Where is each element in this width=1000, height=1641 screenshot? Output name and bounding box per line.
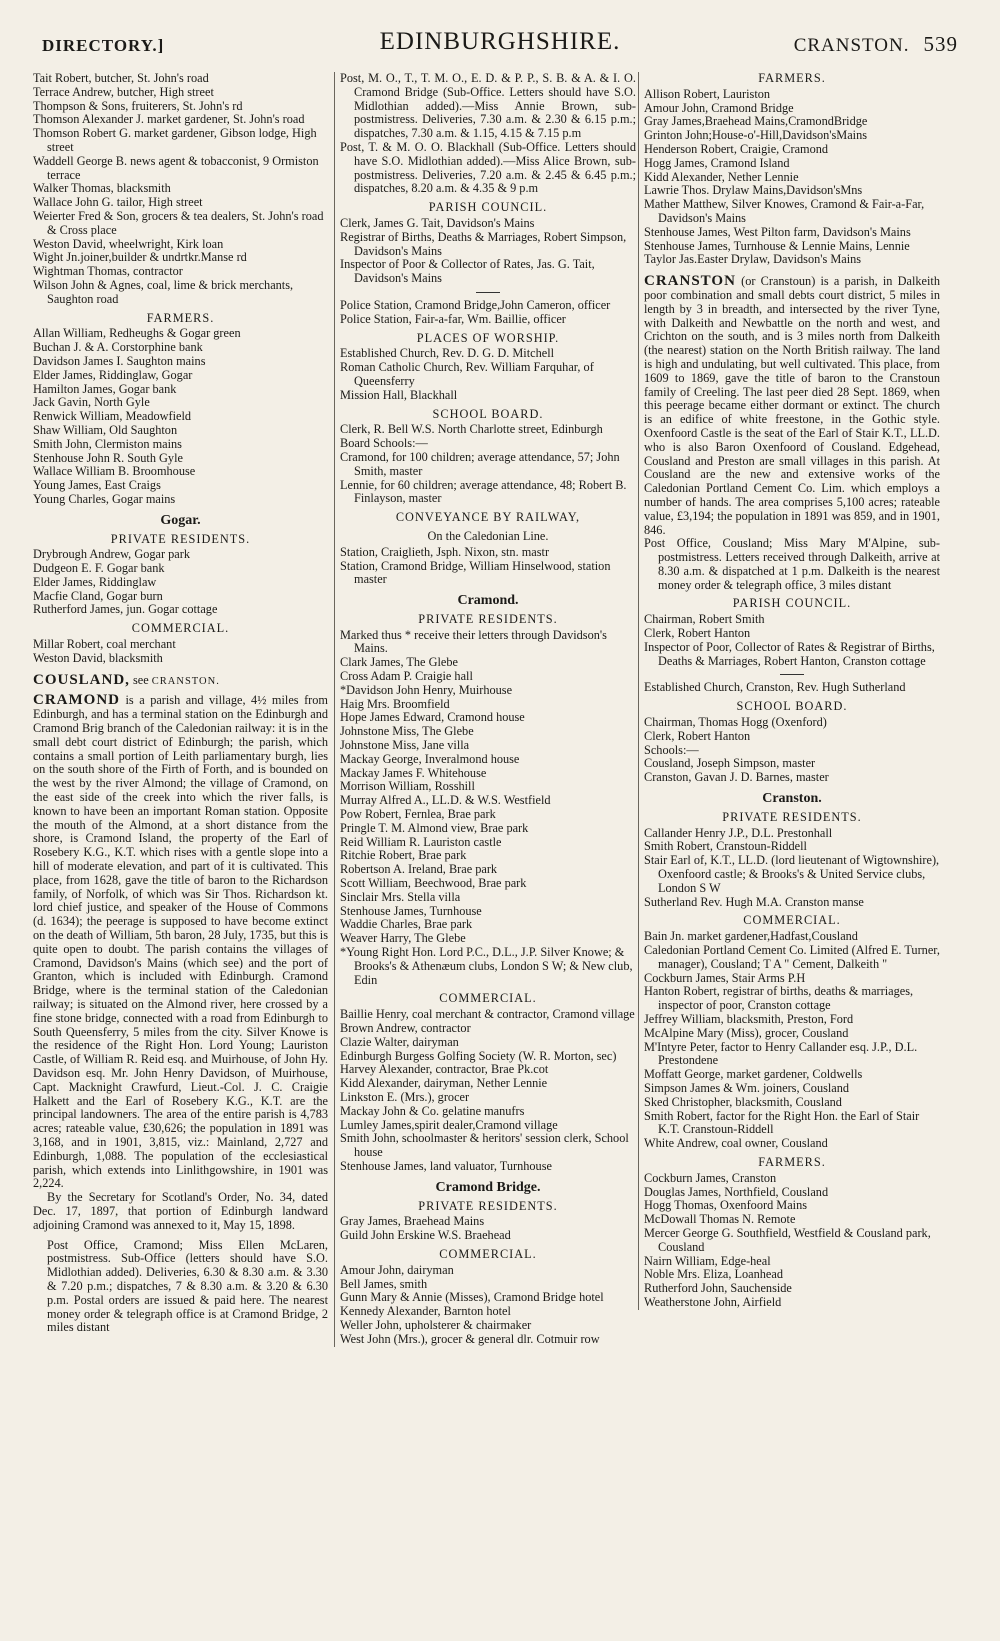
directory-entry: Gunn Mary & Annie (Misses), Cramond Bridge hotel <box>340 1290 604 1305</box>
directory-entry: Sked Christopher, blacksmith, Cousland <box>644 1094 842 1109</box>
directory-entry: Hogg James, Cramond Island <box>644 155 790 170</box>
directory-entry: Weston David, blacksmith <box>33 650 163 665</box>
directory-entry: Bain Jn. market gardener,Hadfast,Cousland <box>644 929 858 944</box>
directory-entry: Established Church, Rev. D. G. D. Mitchell <box>340 346 555 361</box>
cramond-post-office: Post Office, Cramond; Miss Ellen McLaren, postmistress. Sub-Office (letters should have S.O. Midlothian added). Deliveries, 6.30 & 8.30 a.m. & 3.30 & 7.20 p.m.; dispatches, 7 & 8.30 a.m. & 3.20 & 6.30 p.m. Postal orders are issued & paid here. The nearest money order & telegraph office is at Cramond Bridge, 2 miles distant <box>47 1237 328 1335</box>
directory-entry: Noble Mrs. Eliza, Loanhead <box>644 1267 783 1282</box>
directory-entry: Mather Matthew, Silver Knowes, Cramond & Fair-a-Far, Davidson's Mains <box>644 197 925 225</box>
directory-entry: Jack Gavin, North Gyle <box>33 395 150 410</box>
cranston-text: (or Cranstoun) is a parish, in Dalkeith poor combination and small debts court district, 5 miles in length by 3 in breadth, and intersected by the river Tyne, with Dalkeith and Newbattle on the north and west, and Crichton on the south, and is 3 miles north from Dalkeith (the nearest) station on the North British railway. The land is high and undulating, but well cultivated. This place, from 1609 to 1869, gave the title of baron to the Cranstoun family of Creeling. The last peer died 28 Sept. 1869, when this peerage became either dormant or extinct. The church is an edifice of white freestone, in the Gothic style. Oxenfoord Castle is the seat of the Earl of Stair K.T., LL.D. who is also Baron Oxenfoord of Cousland. Edgehead, Cousland and Preston are small villages in this parish. At Cousland are the new and extensive works of the Caledonian Portland Cement Co. Lim. which employs a number of hands. The area comprises 5,100 acres; rateable value, £3,194; the population in 1891 was 859, and in 1901, 846. <box>644 274 940 537</box>
trades-list <box>33 72 328 307</box>
cranston-school-list <box>644 716 940 785</box>
directory-entry: Smith John, Clermiston mains <box>33 436 182 451</box>
directory-entry: Cranston, Gavan J. D. Barnes, master <box>644 770 829 785</box>
directory-entry: Mackay George, Inveralmond house <box>340 751 520 766</box>
directory-entry: Buchan J. & A. Corstorphine bank <box>33 340 203 355</box>
cramond-farmers-heading: FARMERS. <box>758 71 826 85</box>
directory-entry: Elder James, Riddinglaw <box>33 574 157 589</box>
directory-entry: Ritchie Robert, Brae park <box>340 848 467 863</box>
directory-entry: Mackay James F. Whitehouse <box>340 765 487 780</box>
directory-entry: Board Schools:— <box>340 436 428 451</box>
directory-entry: Stenhouse John R. South Gyle <box>33 450 183 465</box>
directory-entry: Cramond, for 100 children; average attendance, 57; John Smith, master <box>340 449 620 478</box>
directory-entry: Johnstone Miss, Jane villa <box>340 738 470 753</box>
directory-entry: Sutherland Rev. Hugh M.A. Cranston manse <box>644 894 864 909</box>
directory-entry: *Davidson John Henry, Muirhouse <box>340 682 513 697</box>
directory-entry: Macfie Cland, Gogar burn <box>33 588 163 603</box>
cousland-see: see <box>133 672 149 687</box>
worship-list <box>340 347 636 402</box>
header-right <box>794 32 958 57</box>
directory-entry: *Young Right Hon. Lord P.C., D.L., J.P. Silver Knowe; & Brooks's & Athenæum clubs, London S W; & New club, Edin <box>340 945 633 987</box>
directory-entry: Harvey Alexander, contractor, Brae Pk.cot <box>340 1062 549 1077</box>
directory-entry: Grinton John;House-o'-Hill,Davidson'sMains <box>644 128 868 143</box>
directory-entry: Shaw William, Old Saughton <box>33 422 178 437</box>
directory-entry: McDowall Thomas N. Remote <box>644 1212 796 1227</box>
farmers-heading: FARMERS. <box>146 310 215 325</box>
directory-entry: Mackay John & Co. gelatine manufrs <box>340 1103 525 1118</box>
worship-heading: PLACES OF WORSHIP. <box>416 330 560 345</box>
directory-entry: Roman Catholic Church, Rev. William Farquhar, of Queensferry <box>340 360 594 388</box>
header-section-label: DIRECTORY.] <box>42 36 165 55</box>
divider <box>780 674 804 675</box>
directory-entry: Haig Mrs. Broomfield <box>340 696 450 711</box>
directory-entry: Wight Jn.joiner,builder & undrtkr.Manse rd <box>33 250 247 265</box>
directory-entry: Pow Robert, Fernlea, Brae park <box>340 807 496 822</box>
gogar-commercial-list <box>33 638 328 666</box>
directory-entry: Clerk, R. Bell W.S. North Charlotte street, Edinburgh <box>340 422 603 437</box>
cramond-title: Cramond. <box>457 593 519 609</box>
directory-entry: Gray James,Braehead Mains,CramondBridge <box>644 114 868 129</box>
directory-entry: Lumley James,spirit dealer,Cramond village <box>340 1117 558 1132</box>
directory-entry: Allan William, Redheughs & Gogar green <box>33 326 241 341</box>
school-board-heading: SCHOOL BOARD. <box>432 406 544 421</box>
cramond-private-list <box>340 656 636 987</box>
cranston-farmers-list <box>644 1172 940 1310</box>
directory-entry: Jeffrey William, blacksmith, Preston, Ford <box>644 1012 854 1026</box>
directory-entry: Thomson Robert G. market gardener, Gibson lodge, High street <box>33 126 317 154</box>
directory-entry: Davidson James I. Saughton mains <box>33 353 206 368</box>
directory-entry: Tait Robert, butcher, St. John's road <box>33 71 209 85</box>
directory-entry: Rutherford James, jun. Gogar cottage <box>33 602 218 617</box>
railway-heading: CONVEYANCE BY RAILWAY, <box>395 510 581 525</box>
directory-entry: Johnstone Miss, The Glebe <box>340 724 474 739</box>
cramond-name: CRAMOND <box>33 692 120 709</box>
parish-council-list <box>340 217 636 286</box>
cramond-bridge-title: Cramond Bridge. <box>435 1179 541 1195</box>
directory-entry: Police Station, Cramond Bridge,John Cameron, officer <box>340 297 611 312</box>
directory-entry: Weston David, wheelwright, Kirk loan <box>33 236 224 251</box>
cranston-commercial-heading: COMMERCIAL. <box>743 913 841 928</box>
directory-entry: Reid William R. Lauriston castle <box>340 834 502 849</box>
cramond-commercial-heading: COMMERCIAL. <box>439 991 537 1006</box>
directory-entry: Chairman, Robert Smith <box>644 612 765 627</box>
directory-entry: Wallace John G. tailor, High street <box>33 195 203 210</box>
directory-entry: West John (Mrs.), grocer & general dlr. Cotmuir row <box>340 1331 600 1346</box>
cranston-title: Cranston. <box>762 791 822 807</box>
directory-entry: Police Station, Fair-a-far, Wm. Baillie, officer <box>340 311 566 326</box>
directory-entry: Thomson Alexander J. market gardener, St. John's road <box>33 112 305 127</box>
directory-entry: Mission Hall, Blackhall <box>340 387 458 402</box>
directory-entry: Walker Thomas, blacksmith <box>33 181 171 196</box>
directory-entry: Clerk, Robert Hanton <box>644 728 751 743</box>
directory-entry: Simpson James & Wm. joiners, Cousland <box>644 1080 850 1095</box>
directory-entry: Weierter Fred & Son, grocers & tea dealers, St. John's road & Cross place <box>33 208 324 237</box>
directory-entry: Smith Robert, factor for the Right Hon. the Earl of Stair K.T. Cranstoun-Riddell <box>644 1108 920 1137</box>
directory-entry: Hogg Thomas, Oxenfoord Mains <box>644 1198 808 1213</box>
directory-entry: Wilson John & Agnes, coal, lime & brick merchants, Saughton road <box>33 277 294 306</box>
directory-entry: Dudgeon E. F. Gogar bank <box>33 561 165 576</box>
railway-list <box>340 546 636 587</box>
directory-entry: Clark James, The Glebe <box>340 655 458 670</box>
directory-entry: Pringle T. M. Almond view, Brae park <box>340 820 529 835</box>
directory-entry: McAlpine Mary (Miss), grocer, Cousland <box>644 1025 849 1040</box>
directory-entry: Terrace Andrew, butcher, High street <box>33 84 214 99</box>
column-1 <box>33 72 328 1335</box>
bridge-private-list <box>340 1215 636 1243</box>
cramond-note: Marked thus * receive their letters through Davidson's Mains. <box>340 627 607 656</box>
cranston-church: Established Church, Cranston, Rev. Hugh Sutherland <box>644 680 906 695</box>
directory-entry: Douglas James, Northfield, Cousland <box>644 1184 829 1199</box>
directory-entry: Baillie Henry, coal merchant & contractor, Cramond village <box>340 1007 635 1022</box>
directory-entry: Kidd Alexander, dairyman, Nether Lennie <box>340 1076 548 1091</box>
directory-entry: Weaver Harry, The Glebe <box>340 931 466 946</box>
directory-entry: Cousland, Joseph Simpson, master <box>644 756 816 771</box>
directory-entry: Drybrough Andrew, Gogar park <box>33 547 190 562</box>
header-county-title: EDINBURGHSHIRE. <box>379 28 621 55</box>
directory-entry: Renwick William, Meadowfield <box>33 409 192 424</box>
parish-council-heading: PARISH COUNCIL. <box>428 200 548 215</box>
directory-entry: Station, Cramond Bridge, William Hinselwood, station master <box>340 558 611 587</box>
cranston-private-heading: PRIVATE RESIDENTS. <box>722 809 862 824</box>
directory-entry: Smith Robert, Cranstoun-Riddell <box>644 839 807 854</box>
directory-entry: Smith John, schoolmaster & heritors' session clerk, School house <box>340 1131 629 1160</box>
gogar-title: Gogar. <box>160 512 201 528</box>
cramond-bridge-post: Post, M. O., T., T. M. O., E. D. & P. P., S. B. & A. & I. O. Cramond Bridge (Sub-Office. Letters should have S.O. Midlothian added).—Miss Annie Brown, sub-postmistress. Deliveries, 7.30 a.m. & 2.30 & 6.15 p.m.; dispatches, 7.30 a.m. & 1.15, 4.15 & 7.15 p.m <box>340 71 636 141</box>
directory-entry: Clazie Walter, dairyman <box>340 1034 459 1049</box>
cousland-cross-reference <box>33 671 328 689</box>
header-parish: CRANSTON. <box>793 35 910 56</box>
directory-entry: Stenhouse James, West Pilton farm, Davidson's Mains <box>644 224 911 239</box>
cramond-farmers-list <box>644 88 940 267</box>
directory-entry: Wightman Thomas, contractor <box>33 264 183 279</box>
directory-entry: White Andrew, coal owner, Cousland <box>644 1136 828 1151</box>
column-3 <box>638 72 940 1310</box>
cranston-farmers-heading: FARMERS. <box>758 1154 826 1169</box>
directory-entry: Cross Adam P. Craigie hall <box>340 669 473 684</box>
directory-entry: Amour John, dairyman <box>340 1262 454 1277</box>
directory-entry: Caledonian Portland Cement Co. Limited (Alfred E. Turner, manager), Cousland; T A " Cement, Dalkeith " <box>644 943 940 971</box>
directory-entry: Schools:— <box>644 742 699 757</box>
cramond-commercial-list <box>340 1008 636 1174</box>
directory-entry: Weatherstone John, Airfield <box>644 1294 782 1309</box>
farmers-list <box>33 327 328 506</box>
directory-entry: Wallace William B. Broomhouse <box>33 464 196 479</box>
directory-entry: Cockburn James, Cranston <box>644 1170 777 1185</box>
cramond-description <box>33 694 328 1191</box>
directory-entry: Nairn William, Edge-heal <box>644 1253 771 1268</box>
page-header <box>42 28 958 62</box>
directory-entry: Scott William, Beechwood, Brae park <box>340 876 527 891</box>
directory-entry: Stenhouse James, Turnhouse & Lennie Mains, Lennie <box>644 238 910 253</box>
directory-entry: Morrison William, Rosshill <box>340 779 475 794</box>
directory-entry: M'Intyre Peter, factor to Henry Callander esq. J.P., D.L. Prestondene <box>644 1039 918 1068</box>
directory-entry: Chairman, Thomas Hogg (Oxenford) <box>644 715 827 730</box>
directory-entry: Sinclair Mrs. Stella villa <box>340 889 461 904</box>
directory-entry: Edinburgh Burgess Golfing Society (W. R. Morton, sec) <box>340 1048 617 1063</box>
directory-entry: Rutherford John, Sauchenside <box>644 1281 792 1296</box>
divider <box>476 292 500 293</box>
directory-entry: Registrar of Births, Deaths & Marriages, Robert Simpson, Davidson's Mains <box>340 229 627 258</box>
directory-entry: Henderson Robert, Craigie, Cramond <box>644 141 829 156</box>
cranston-private-list <box>644 827 940 910</box>
page-number: 539 <box>923 32 958 56</box>
directory-entry: Inspector of Poor, Collector of Rates & Registrar of Births, Deaths & Marriages, Robert Hanton, Cranston cottage <box>644 639 935 668</box>
directory-entry: Thompson & Sons, fruiterers, St. John's rd <box>33 98 243 113</box>
directory-entry: Kidd Alexander, Nether Lennie <box>644 169 799 184</box>
blackhall-post: Post, T. & M. O. O. Blackhall (Sub-Office. Letters should have S.O. Midlothian added).—Miss Alice Brown, sub-postmistress. Deliveries, 7.20 a.m. & 2.45 & 6.45 p.m.; dispatches, 8.20 a.m. & 4.35 & 9 p.m <box>340 139 636 196</box>
directory-entry: Kennedy Alexander, Barnton hotel <box>340 1304 511 1319</box>
directory-entry: Mercer George G. Southfield, Westfield & Cousland park, Cousland <box>644 1225 931 1254</box>
directory-entry: Young James, East Craigs <box>33 478 161 493</box>
directory-entry: Murray Alfred A., LL.D. & W.S. Westfield <box>340 793 551 808</box>
directory-entry: Millar Robert, coal merchant <box>33 637 176 652</box>
directory-entry: Hope James Edward, Cramond house <box>340 710 525 725</box>
directory-entry: Amour John, Cramond Bridge <box>644 100 794 115</box>
cranston-post-office: Post Office, Cousland; Miss Mary M'Alpine, sub-postmistress. Letters received through Dalkeith, arrive at 8.30 a.m. & dispatched at 1 p.m. Dalkeith is the nearest money order & telegraph office, 3 miles distant <box>644 536 940 592</box>
cranston-description <box>644 275 940 537</box>
directory-entry: Allison Robert, Lauriston <box>644 86 771 101</box>
cramond-private-heading: PRIVATE RESIDENTS. <box>418 611 558 626</box>
directory-entry: Bell James, smith <box>340 1276 428 1291</box>
directory-entry: Stair Earl of, K.T., LL.D. (lord lieutenant of Wigtownshire), Oxenfoord castle; & Brooks's & United Service clubs, London S W <box>644 853 940 895</box>
directory-entry: Gray James, Braehead Mains <box>340 1214 485 1229</box>
directory-entry: Station, Craiglieth, Jsph. Nixon, stn. mastr <box>340 544 550 559</box>
gogar-private-heading: PRIVATE RESIDENTS. <box>110 531 251 546</box>
directory-entry: Inspector of Poor & Collector of Rates, Jas. G. Tait, Davidson's Mains <box>340 257 595 286</box>
directory-entry: Stenhouse James, Turnhouse <box>340 903 482 918</box>
police-list <box>340 299 636 327</box>
directory-entry: Robertson A. Ireland, Brae park <box>340 862 498 877</box>
directory-entry: Linkston E. (Mrs.), grocer <box>340 1089 470 1104</box>
directory-entry: Hamilton James, Gogar bank <box>33 381 177 396</box>
directory-entry: Young Charles, Gogar mains <box>33 491 176 506</box>
directory-entry: Taylor Jas.Easter Drylaw, Davidson's Mains <box>644 252 862 267</box>
directory-entry: Weller John, upholsterer & chairmaker <box>340 1317 532 1332</box>
directory-entry: Clerk, Robert Hanton <box>644 626 751 641</box>
cranston-name: CRANSTON <box>644 273 736 290</box>
bridge-commercial-list <box>340 1264 636 1347</box>
directory-entry: Brown Andrew, contractor <box>340 1021 471 1035</box>
directory-entry: Cockburn James, Stair Arms P.H <box>644 970 806 985</box>
directory-entry: Stenhouse James, land valuator, Turnhouse <box>340 1158 552 1173</box>
directory-entry: Waddie Charles, Brae park <box>340 917 473 932</box>
column-2 <box>334 72 636 1347</box>
cranston-parish-list <box>644 613 940 668</box>
directory-entry: Lawrie Thos. Drylaw Mains,Davidson'sMns <box>644 183 863 198</box>
gogar-private-list <box>33 548 328 617</box>
bridge-commercial-heading: COMMERCIAL. <box>439 1246 537 1261</box>
gogar-commercial-heading: COMMERCIAL. <box>131 621 230 636</box>
cranston-school-heading: SCHOOL BOARD. <box>736 699 848 714</box>
directory-entry: Lennie, for 60 children; average attendance, 48; Robert B. Finlayson, master <box>340 477 627 506</box>
school-board-list <box>340 423 636 506</box>
directory-entry: Moffatt George, market gardener, Coldwells <box>644 1067 863 1082</box>
cramond-annexation: By the Secretary for Scotland's Order, No. 34, dated Dec. 17, 1897, that portion of Edinburgh landward adjoining Cramond was annexed to it, May 15, 1898. <box>33 1190 328 1232</box>
directory-entry: Guild John Erskine W.S. Braehead <box>340 1228 511 1243</box>
directory-entry: Waddell George B. news agent & tobacconist, 9 Ormiston terrace <box>33 153 319 182</box>
bridge-private-heading: PRIVATE RESIDENTS. <box>418 1198 558 1213</box>
cousland-name: COUSLAND, <box>33 671 130 688</box>
cranston-commercial-list <box>644 930 940 1151</box>
railway-subheading: On the Caledonian Line. <box>427 528 549 543</box>
directory-entry: Callander Henry J.P., D.L. Prestonhall <box>644 825 833 840</box>
cramond-text: is a parish and village, 4½ miles from Edinburgh, and has a terminal station on the Edinburgh and Cramond Brig branch of the Caledonian railway: it is in the small debt court district of Edinburgh; the parish, which contains a small portion of Leith parliamentary burgh, lies on the south shore of the Firth of Forth, and is bounded on the west by the river Almond; the village of Cramond, on the east side of the creek into which the river falls, is known to have been an important Roman station. Opposite the mouth of the Almond, at a short distance from the shore, is Cramond Island, the property of the Earl of Rosebery K.G., K.T. which rises with a gentle slope into a hill of moderate elevation, and part of it is cultivated. This place, from 1628, gave the title of baron to the Richardson family, of Norfolk, of which was Sir Thos. Richardson kt. lord chief justice, and speaker of the House of Commons (d. 1634); the peerage is supposed to have become extinct on the death of William, 5th baron, 28 July, 1735, but this is quite open to doubt. The parish contains the villages of Cramond, Davidson's Mains (which see) and the port of Granton, which is included with Edinburgh. Cramond Bridge, where is the terminal station of the Caledonian railway; is situated on the Almond river, here crossed by a fine stone bridge, connected with a road from Edinburgh to South Queensferry, 5 miles from the city. Silver Knowe is the residence of the Right Hon. Lord Young; Lauriston Castle, of William R. Reid esq. and Muirhouse, of John Hy. Davidson esq. Mr. John Henry Davidson, of Muirhouse, Capt. Macknight Crawfurd, Lieut.-Col. J. C. Craigie Halkett and the Earl of Rosebery K.G., K.T. are the principal landowners. The area of the entire parish is 4,783 acres; rateable value, £30,626; the population in 1891 was 3,168, and in 1901, 3,815, viz.: Mainland, 2,727 and Edinburgh, 1,088. The population of the ecclesiastical parish, which extends into Linlithgowshire, in 1901 was 2,224. <box>33 693 328 1191</box>
cranston-parish-heading: PARISH COUNCIL. <box>732 596 852 611</box>
directory-entry: Elder James, Riddinglaw, Gogar <box>33 367 193 382</box>
directory-entry: Hanton Robert, registrar of births, deaths & marriages, inspector of poor, Cranston cottage <box>644 984 914 1013</box>
cousland-ref: CRANSTON. <box>151 675 220 687</box>
directory-entry: Clerk, James G. Tait, Davidson's Mains <box>340 215 535 230</box>
